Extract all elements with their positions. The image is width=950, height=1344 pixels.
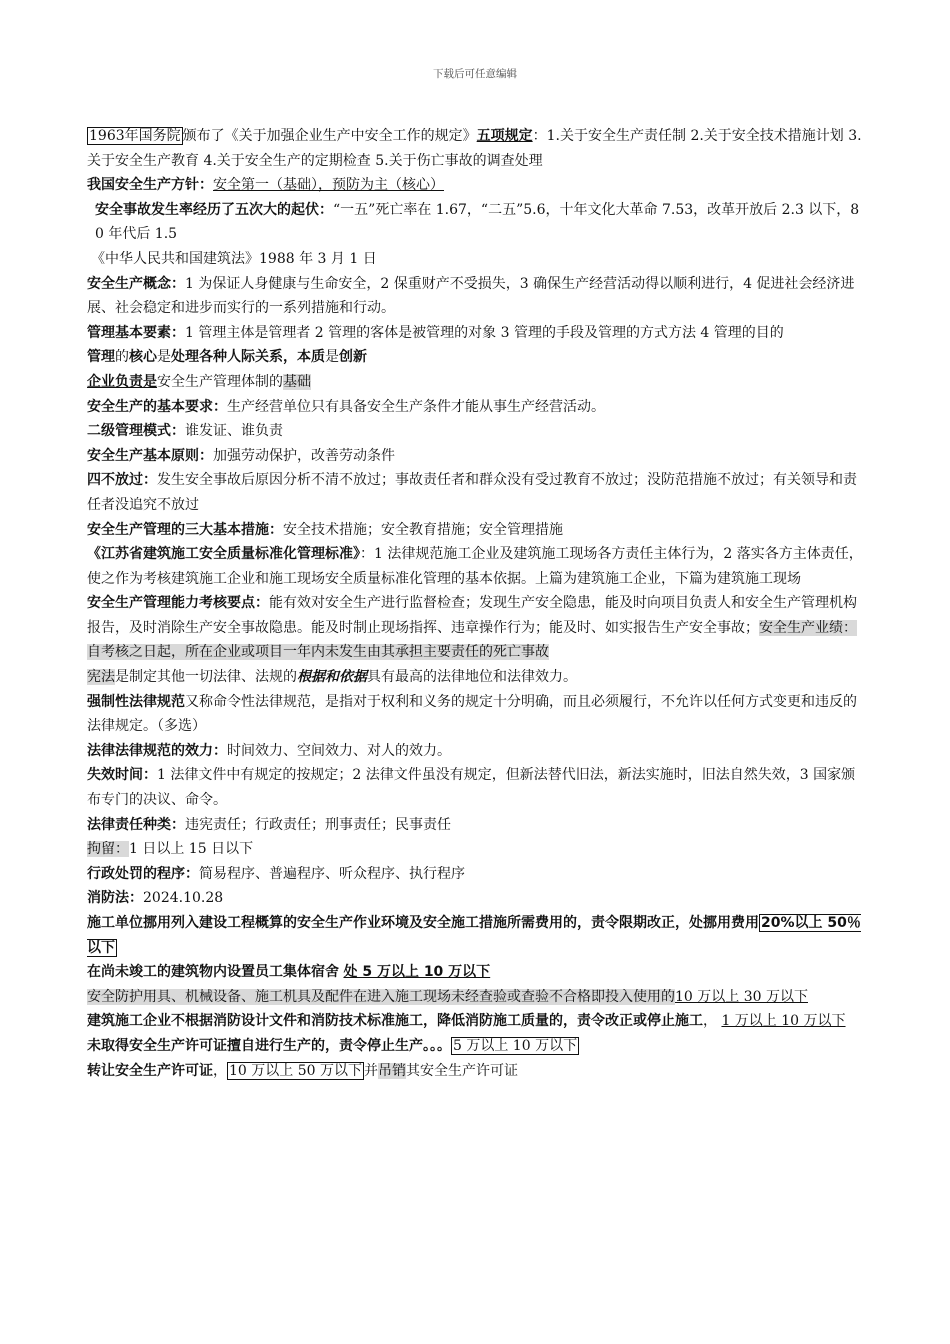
key-term: 安全生产管理的三大基本措施： (87, 521, 283, 538)
highlighted-text: 吊销 (377, 1062, 406, 1079)
page-header: 下载后可任意编辑 (433, 68, 517, 80)
key-term: 根据和依据 (297, 669, 367, 686)
key-term: 失效时间： (87, 767, 157, 784)
key-term: 法律责任种类： (87, 816, 185, 833)
paragraph-four-nots: 四不放过：发生安全事故后原因分析不清不放过；事故责任者和群众没有受过教育不放过；没防范措施不放过；有关领导和责任者没追究不放过 (87, 472, 857, 513)
paragraph-fire-construction: 建筑施工企业不根据消防设计文件和消防技术标准施工，降低消防施工质量的，责令改正或停止施工， 1 万以上 10 万以下 (87, 1013, 846, 1030)
paragraph-three-measures: 安全生产管理的三大基本措施：安全技术措施；安全教育措施；安全管理措施 (87, 521, 563, 538)
key-term: 企业负责是 (87, 373, 157, 390)
highlighted-text: 基础 (283, 373, 311, 390)
paragraph-policy: 我国安全生产方针：安全第一（基础），预防为主（核心） (87, 177, 444, 194)
key-term: 四不放过： (87, 472, 157, 489)
key-term: 行政处罚的程序： (87, 865, 199, 882)
highlighted-text: 安全生产业绩：自考核之日起，所在企业或项目一年内未发生由其承担主要责任的死亡事故 (87, 619, 857, 661)
key-term: 法律法律规范的效力： (87, 742, 227, 759)
paragraph-assessment-points: 安全生产管理能力考核要点：能有效对安全生产进行监督检查；发现生产安全隐患，能及时向项目负责人和安全生产管理机构报告，及时消除生产安全事故隐患。能及时制止现场指挥、违章操作行为；能及时、如实报告生产安全事故；安全生产业绩：自考核之日起，所在企业或项目一年内未发生由其承担主要责任的死亡事故 (87, 595, 857, 661)
paragraph-dormitory: 在尚未竣工的建筑物内设置员工集体宿舍 处 5 万以上 10 万以下 (87, 964, 491, 981)
highlighted-text: 拘留： (87, 841, 129, 858)
paragraph-five-rules: 1963年国务院 颁布了《关于加强企业生产中安全工作的规定》五项规定：1.关于安全生产责任制 2.关于安全技术措施计划 3.关于安全生产教育 4.关于安全生产的定期检查 5.关于伤亡事故的调查处理 (87, 128, 862, 169)
key-term: 管理基本要素： (87, 324, 185, 341)
paragraph-norm-effect: 法律法律规范的效力：时间效力、空间效力、对人的效力。 (87, 742, 451, 759)
key-term: 处 5 万以上 10 万以下 (343, 964, 491, 981)
paragraph-enterprise-responsibility: 企业负责是安全生产管理体制的基础 (87, 373, 311, 390)
paragraph-management-elements: 管理基本要素：1 管理主体是管理者 2 管理的客体是被管理的对象 3 管理的手段及管理的方式方法 4 管理的目的 (87, 324, 784, 341)
paragraph-mandatory-norms: 强制性法律规范又称命令性法律规范，是指对于权利和义务的规定十分明确，而且必须履行，不允许以任何方式变更和违反的法律规定。（多选） (87, 693, 857, 735)
boxed-text: 20%以上 50％以下 (87, 915, 861, 956)
key-term: 《江苏省建筑施工安全质量标准化管理标准》 (87, 546, 360, 563)
paragraph-building-law: 《中华人民共和国建筑法》1988 年 3 月 1 日 (91, 250, 377, 267)
key-term: 消防法： (87, 890, 143, 907)
paragraph-accident-rate: 安全事故发生率经历了五次大的起伏：“一五”死亡率在 1.67，“二五”5.6，十年文化大革命 7.53，改革开放后 2.3 以下，80 年代后 1.5 (95, 201, 860, 243)
paragraph-no-license: 未取得安全生产许可证擅自进行生产的，责令停止生产。。。 5 万以上 10 万以下 (87, 1037, 578, 1054)
key-term: 安全事故发生率经历了五次大的起伏： (95, 201, 333, 218)
document-body (87, 124, 865, 1083)
paragraph-basic-principle: 安全生产基本原则：加强劳动保护，改善劳动条件 (87, 447, 395, 464)
boxed-text: 1963年国务院 (89, 128, 181, 144)
key-term: 安全生产的基本要求： (87, 398, 227, 415)
boxed-text: 10 万以上 50 万以下 (229, 1062, 362, 1079)
paragraph-jiangsu-standard: 《江苏省建筑施工安全质量标准化管理标准》：1 法律规范施工企业及建筑施工现场各方责任主体行为，2 落实各方主体责任，使之作为考核建筑施工企业和施工现场安全质量标准化管理的基本依据。上篇为建筑施工企业，下篇为建筑施工现场 (87, 546, 863, 587)
key-term: 五项规定 (476, 128, 533, 144)
paragraph-fire-law: 消防法：2024.10.28 (87, 890, 224, 907)
paragraph-two-level-mode: 二级管理模式：谁发证、谁负责 (87, 423, 283, 440)
paragraph-liability-types: 法律责任种类：违宪责任；行政责任；刑事责任；民事责任 (87, 816, 451, 833)
key-term: 安全生产概念： (87, 275, 185, 292)
paragraph-expiry-time: 失效时间：1 法律文件中有规定的按规定；2 法律文件虽没有规定，但新法替代旧法，新法实施时，旧法自然失效，3 国家颁布专门的决议、命令。 (87, 767, 856, 809)
key-term: 强制性法律规范 (87, 693, 185, 710)
key-term: 二级管理模式： (87, 423, 185, 440)
paragraph-equipment: 安全防护用具、机械设备、施工机具及配件在进入施工现场未经查验或查验不合格即投入使用的10 万以上 30 万以下 (87, 988, 808, 1005)
key-term: 安全生产管理能力考核要点： (87, 595, 269, 612)
key-term: 安全生产基本原则： (87, 447, 213, 464)
paragraph-constitution: 宪法是制定其他一切法律、法规的根据和依据具有最高的法律地位和法律效力。 (87, 669, 577, 686)
paragraph-management-core: 管理的核心是处理各种人际关系，本质是创新 (87, 349, 367, 366)
boxed-text: 5 万以上 10 万以下 (453, 1037, 578, 1054)
key-term: 我国安全生产方针： (87, 177, 213, 194)
paragraph-safety-concept: 安全生产概念：1 为保证人身健康与生命安全，2 保重财产不受损失，3 确保生产经营活动得以顺利进行，4 促进社会经济进展、社会稳定和进步而实行的一系列措施和行动。 (87, 275, 855, 317)
paragraph-license-transfer: 转让安全生产许可证， 10 万以上 50 万以下 并吊销其安全生产许可证 (87, 1062, 518, 1079)
paragraph-detention: 拘留：1 日以上 15 日以下 (87, 841, 254, 858)
paragraph-fund-misuse: 施工单位挪用列入建设工程概算的安全生产作业环境及安全施工措施所需费用的，责令限期改正，处挪用费用 20%以上 50％以下 (87, 915, 861, 956)
paragraph-penalty-procedure: 行政处罚的程序：简易程序、普遍程序、听众程序、执行程序 (87, 865, 465, 882)
highlighted-text: 宪法 (87, 669, 115, 686)
paragraph-basic-requirements: 安全生产的基本要求：生产经营单位只有具备安全生产条件才能从事生产经营活动。 (87, 398, 605, 415)
highlighted-text: 安全防护用具、机械设备、施工机具及配件在进入施工现场未经查验或查验不合格即投入使用的 (87, 988, 675, 1005)
